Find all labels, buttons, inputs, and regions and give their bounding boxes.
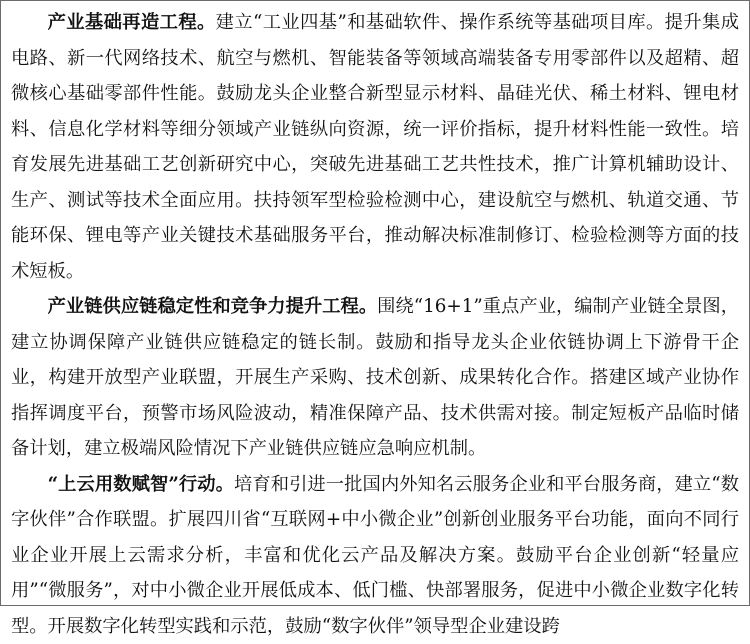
paragraph-body: 培育和引进一批国内外知名云服务企业和平台服务商，建立“数字伙伴”合作联盟。扩展四川省“互联网+中小微企业”创新创业服务平台功能，面向不同行业企业开展上云需求分析，丰富和优化云产品及解决方案。鼓励平台企业创新“轻量应用”“微服务”，对中小微企业开展低成本、低门槛、快部署服务，促进中小微企业数字化转型。开展数字化转型实践和示范，鼓励“数字伙伴”领导型企业建设跨 <box>11 474 739 637</box>
paragraph-supply-chain <box>11 289 739 467</box>
paragraph-heading: “上云用数赋智”行动。 <box>48 474 234 495</box>
paragraph-body: 建立“工业四基”和基础软件、操作系统等基础项目库。提升集成电路、新一代网络技术、航空与燃机、智能装备等领域高端装备专用零部件以及超精、超微核心基础零部件性能。鼓励龙头企业整合新型显示材料、晶硅光伏、稀土材料、锂电材料、信息化学材料等细分领域产业链纵向资源，统一评价指标，提升材料性能一致性。培育发展先进基础工艺创新研究中心，突破先进基础工艺共性技术，推广计算机辅助设计、生产、测试等技术全面应用。扶持领军型检验检测中心，建设航空与燃机、轨道交通、节能环保、锂电等产业关键技术基础服务平台，推动解决标准制修订、检验检测等方面的技术短板。 <box>11 12 739 282</box>
paragraph-industrial-foundation <box>11 5 739 289</box>
paragraph-heading: 产业链供应链稳定性和竞争力提升工程。 <box>48 296 378 317</box>
paragraph-heading: 产业基础再造工程。 <box>48 12 216 33</box>
paragraph-body: 围绕“16+1”重点产业，编制产业链全景图，建立协调保障产业链供应链稳定的链长制。鼓励和指导龙头企业依链协调上下游骨干企业，构建开放型产业联盟，开展生产采购、技术创新、成果转化合作。搭建区域产业协作指挥调度平台，预警市场风险波动，精准保障产品、技术供需对接。制定短板产品临时储备计划，建立极端风险情况下产业链供应链应急响应机制。 <box>11 296 739 459</box>
paragraph-cloud-digital <box>11 467 739 644</box>
